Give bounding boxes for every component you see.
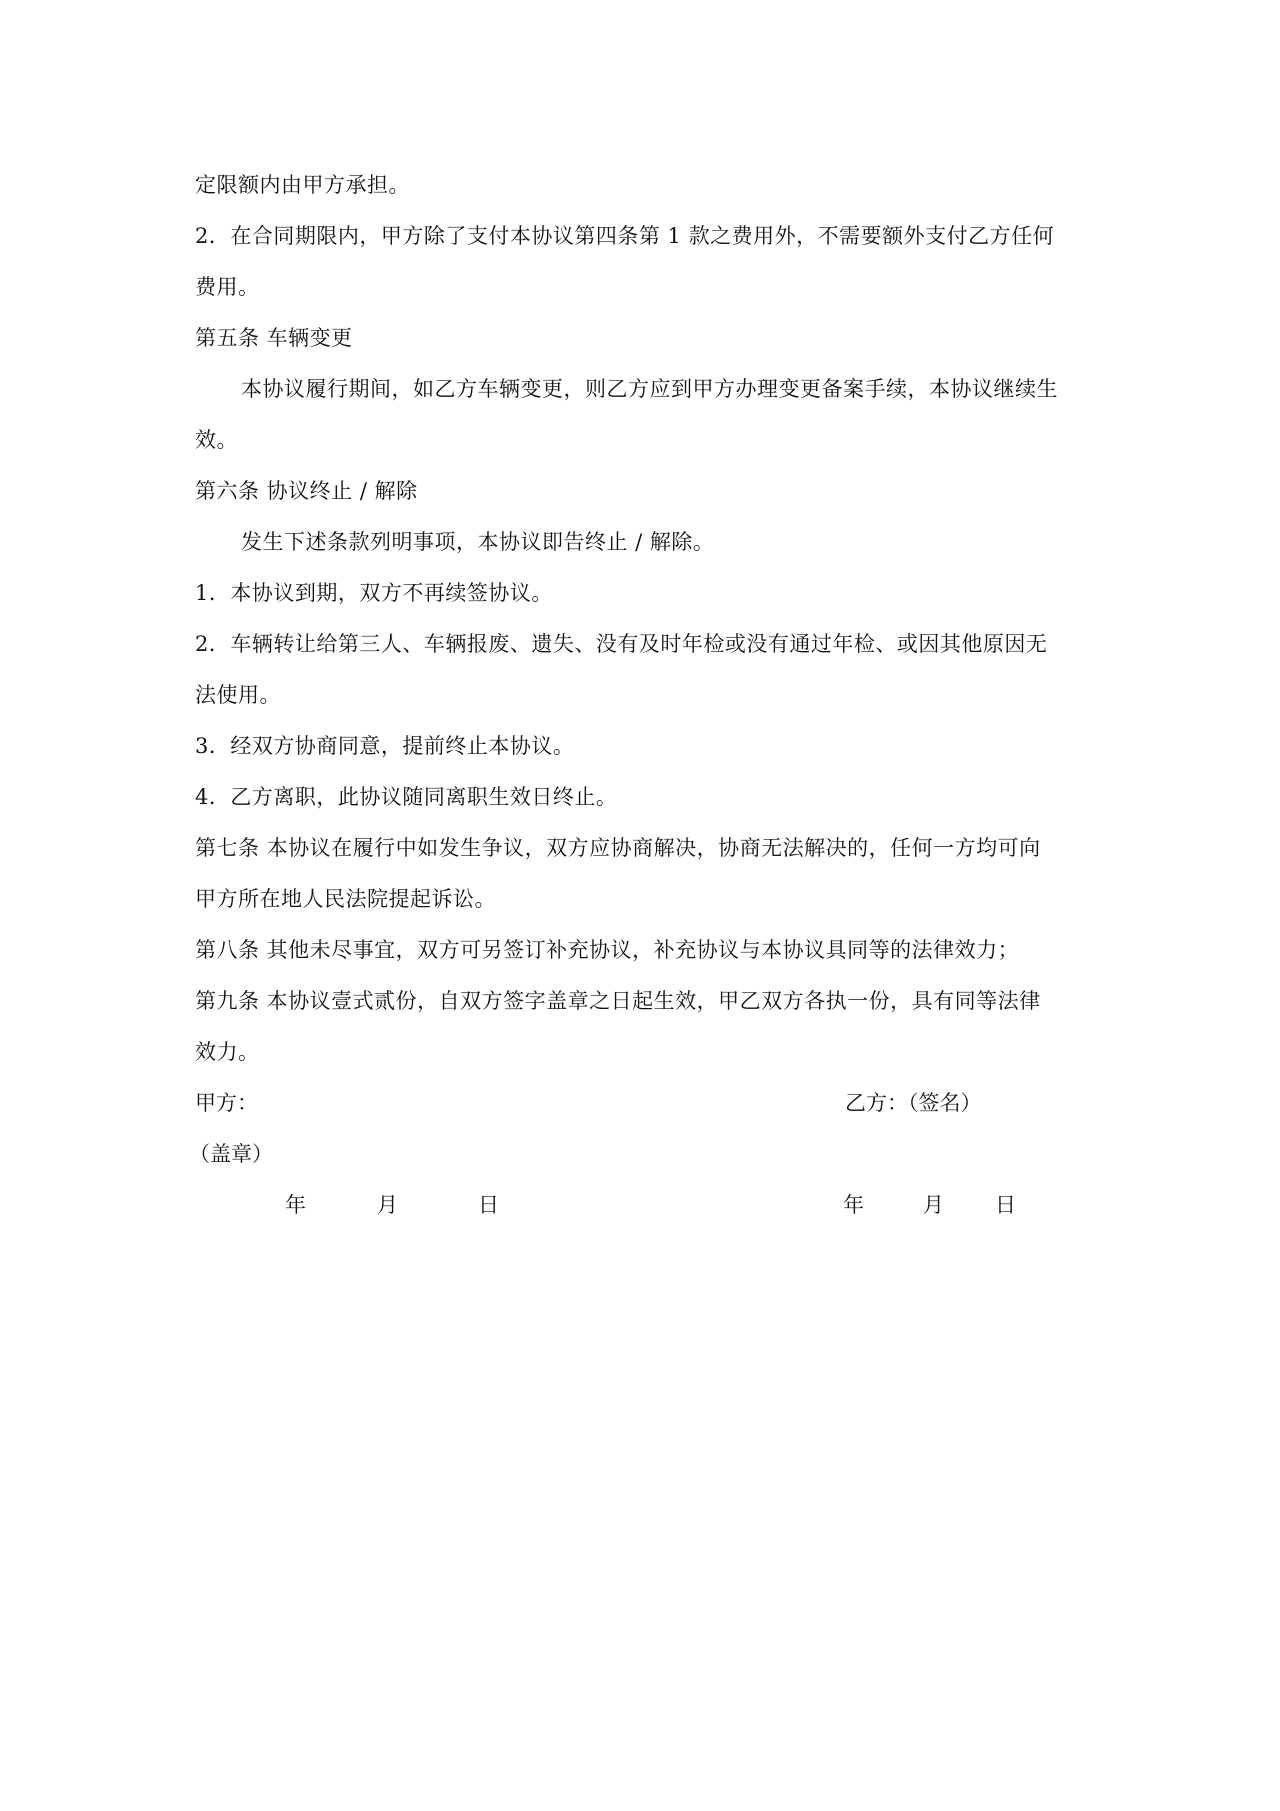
- date-row: [195, 1180, 1095, 1231]
- paragraph-line: 发生下述条款列明事项，本协议即告终止 / 解除。: [241, 530, 715, 554]
- party-b-month-label: 月: [923, 1193, 944, 1217]
- party-a-month-label: 月: [377, 1193, 398, 1217]
- section-heading: 第八条 其他未尽事宜，双方可另签订补充协议，补充协议与本协议具同等的法律效力；: [195, 938, 1020, 962]
- signature-row: [195, 1078, 1095, 1129]
- party-a-label: 甲方：: [195, 1091, 258, 1115]
- party-a-day-label: 日: [478, 1193, 499, 1217]
- list-item: 4．乙方离职，此协议随同离职生效日终止。: [195, 785, 618, 809]
- section-heading: 第五条 车辆变更: [195, 326, 353, 350]
- paragraph-line: 费用。: [195, 275, 260, 299]
- section-heading: 第七条 本协议在履行中如发生争议，双方应协商解决，协商无法解决的，任何一方均可向: [195, 836, 1041, 860]
- paragraph-line: 甲方所在地人民法院提起诉讼。: [195, 887, 496, 911]
- document-body: [189, 160, 1095, 1231]
- paragraph-line: 本协议履行期间，如乙方车辆变更，则乙方应到甲方办理变更备案手续，本协议继续生: [241, 377, 1058, 401]
- party-a-year-label: 年: [285, 1193, 306, 1217]
- section-heading: 第六条 协议终止 / 解除: [195, 479, 418, 503]
- paragraph-line: 定限额内由甲方承担。: [195, 173, 410, 197]
- paragraph-line: 法使用。: [195, 683, 281, 707]
- paragraph-line: 效。: [195, 428, 238, 452]
- list-item: 3．经双方协商同意，提前终止本协议。: [195, 734, 575, 758]
- section-heading: 第九条 本协议壹式贰份，自双方签字盖章之日起生效，甲乙双方各执一份，具有同等法律: [195, 989, 1041, 1013]
- party-b-day-label: 日: [995, 1193, 1016, 1217]
- paragraph-line: 效力。: [195, 1040, 260, 1064]
- paragraph-line: 2．在合同期限内，甲方除了支付本协议第四条第 1 款之费用外，不需要额外支付乙方任何: [195, 224, 1055, 248]
- seal-label: （盖章）: [189, 1142, 273, 1166]
- list-item: 1．本协议到期，双方不再续签协议。: [195, 581, 553, 605]
- party-b-label: 乙方：（签名）: [845, 1091, 982, 1115]
- list-item: 2．车辆转让给第三人、车辆报废、遗失、没有及时年检或没有通过年检、或因其他原因无: [195, 632, 1048, 656]
- party-b-year-label: 年: [843, 1193, 864, 1217]
